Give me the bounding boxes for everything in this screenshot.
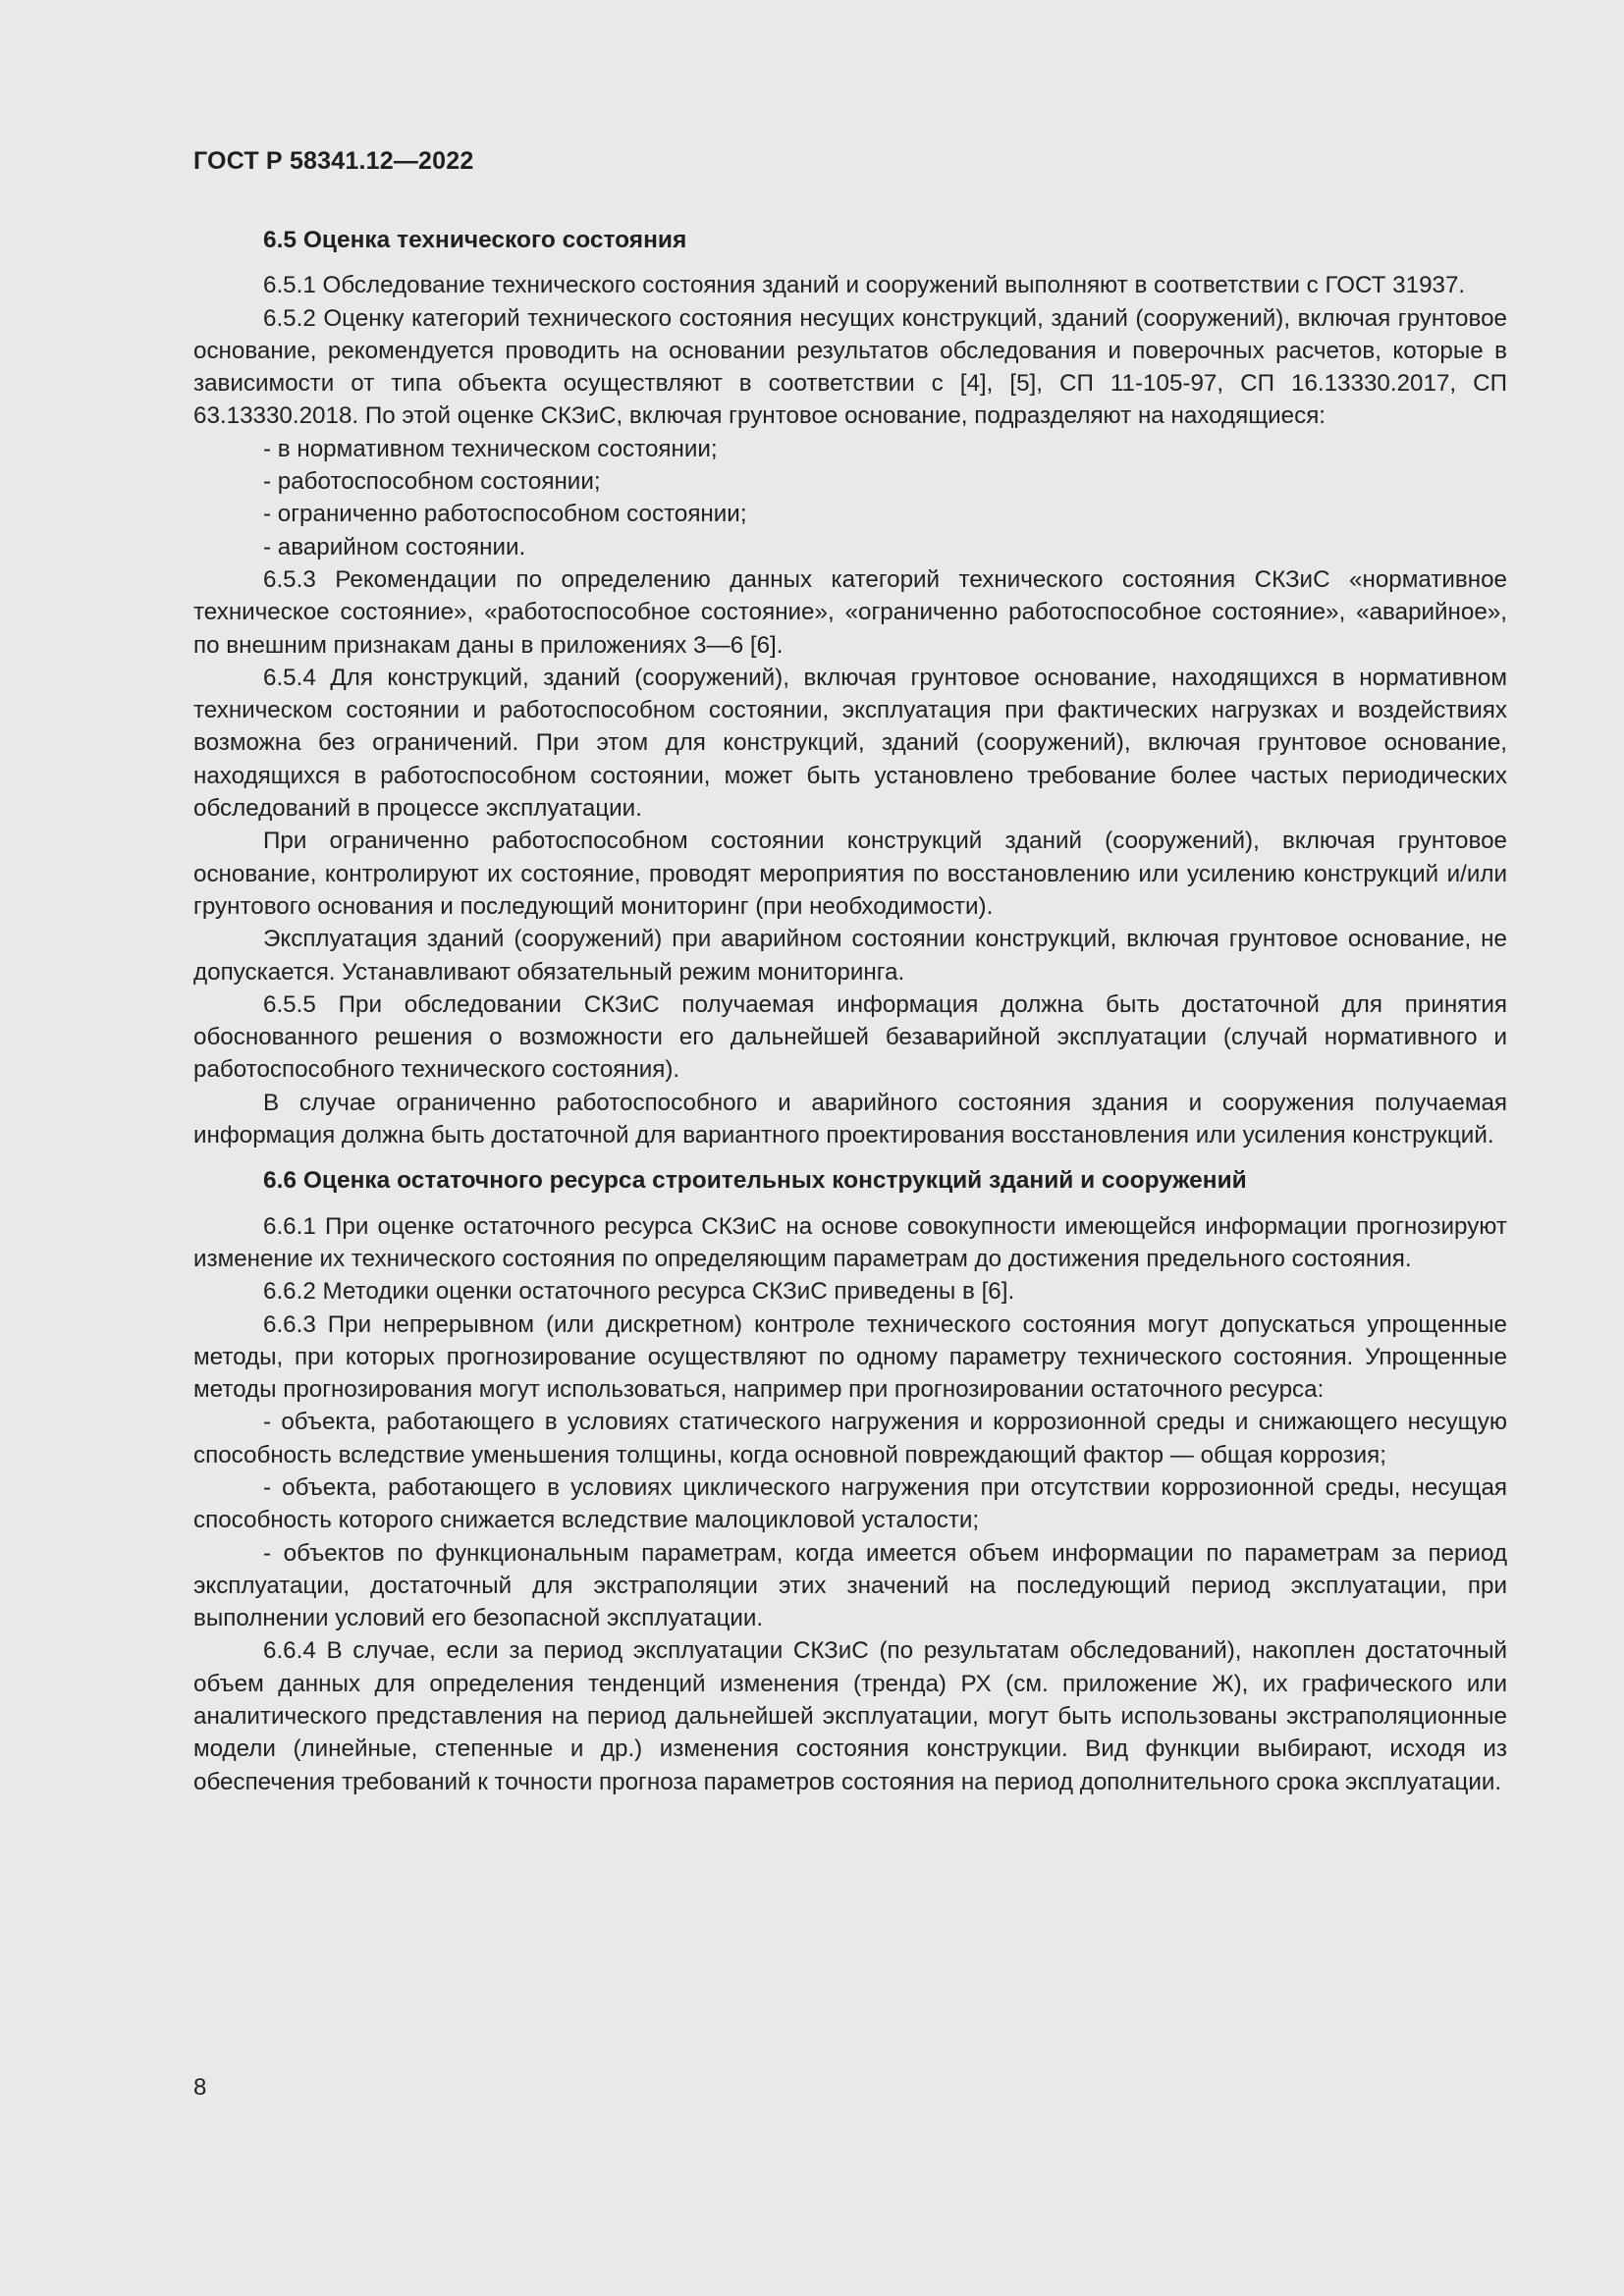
paragraph-6-5-3: 6.5.3 Рекомендации по определению данных категорий технического состояния СКЗиС «нормативное техническое состояние», «работоспособное состояние», «ограниченно работоспособное состояние», «аварийное», по внешним признакам даны в приложениях 3—6 [6]. [193, 565, 1507, 659]
standard-code-header: ГОСТ Р 58341.12—2022 [193, 147, 474, 175]
list-item-object: - объекта, работающего в условиях статического нагружения и коррозионной среды и снижающего несущую способность вследствие уменьшения толщины, когда основной повреждающий фактор — общая коррозия; [193, 1409, 1507, 1468]
list-item-state: - ограниченно работоспособном состоянии; [263, 501, 747, 528]
list-item-object: - объектов по функциональным параметрам, когда имеется объем информации по параметрам за период эксплуатации, достаточный для экстраполяции этих значений на последующий период эксплуатации, при выполнении условий его безопасной эксплуатации. [193, 1539, 1507, 1632]
paragraph-6-5-4: 6.5.4 Для конструкций, зданий (сооружений), включая грунтовое основание, находящихся в нормативном техническом состоянии и работоспособном состоянии, эксплуатация при фактических нагрузках и воздействиях возможна без ограничений. При этом для конструкций, зданий (сооружений), включая грунтовое основание, находящихся в работоспособном состоянии, может быть установлено требование более частых периодических обследований в процессе эксплуатации. [193, 664, 1507, 823]
paragraph-6-5-5: 6.5.5 При обследовании СКЗиС получаемая информация должна быть достаточной для принятия обоснованного решения о возможности его дальнейшей безаварийной эксплуатации (случай нормативного и работоспособного технического состояния). [193, 990, 1507, 1084]
paragraph-6-5-1: 6.5.1 Обследование технического состояния зданий и сооружений выполняют в соответствии с ГОСТ 31937. [263, 272, 1466, 299]
list-item-object: - объекта, работающего в условиях циклического нагружения при отсутствии коррозионной среды, несущая способность которого снижается вследствие малоцикловой усталости; [193, 1473, 1507, 1534]
paragraph-6-6-2: 6.6.2 Методики оценки остаточного ресурса СКЗиС приведены в [6]. [263, 1278, 1015, 1306]
paragraph-6-5-2: 6.5.2 Оценку категорий технического состояния несущих конструкций, зданий (сооружений), включая грунтовое основание, рекомендуется проводить на основании результатов обследования и поверочных расчетов, которые в зависимости от типа объекта осуществляют в соответствии с [4], [5], СП 11-105-97, СП 16.13330.2017, СП 63.13330.2018. По этой оценке СКЗиС, включая грунтовое основание, подразделяют на находящиеся: [193, 304, 1507, 430]
paragraph-6-6-3: 6.6.3 При непрерывном (или дискретном) контроле технического состояния могут допускаться упрощенные методы, при которых прогнозирование осуществляют по одному параметру технического состояния. Упрощенные методы прогнозирования могут использоваться, например при прогнозировании остаточного ресурса: [193, 1310, 1507, 1404]
list-item-state: - аварийном состоянии. [263, 533, 526, 561]
page-number: 8 [193, 2074, 207, 2101]
paragraph-limited-state: При ограниченно работоспособном состоянии конструкций зданий (сооружений), включая грунтовое основание, контролируют их состояние, проводят мероприятия по восстановлению или усилению конструкций и/или грунтового основания и последующий мониторинг (при необходимости). [193, 828, 1507, 920]
section-6-5-heading: 6.5 Оценка технического состояния [263, 227, 687, 253]
list-item-state: - в нормативном техническом состоянии; [263, 435, 718, 462]
paragraph-emergency-state: Эксплуатация зданий (сооружений) при аварийном состоянии конструкций, включая грунтовое основание, не допускается. Устанавливают обязательный режим мониторинга. [193, 926, 1507, 986]
paragraph-6-6-4: 6.6.4 В случае, если за период эксплуатации СКЗиС (по результатам обследований), накоплен достаточный объем данных для определения тенденций изменения (тренда) РХ (см. приложение Ж), их графического или аналитического представления на период дальнейшей эксплуатации, могут быть использованы экстраполяционные модели (линейные, степенные и др.) изменения состояния конструкции. Вид функции выбирают, исходя из обеспечения требований к точности прогноза параметров состояния на период дополнительного срока эксплуатации. [193, 1637, 1507, 1795]
paragraph-6-6-1: 6.6.1 При оценке остаточного ресурса СКЗиС на основе совокупности имеющейся информации прогнозируют изменение их технического состояния по определяющим параметрам до достижения предельного состояния. [193, 1212, 1507, 1272]
section-6-6-heading: 6.6 Оценка остаточного ресурса строительных конструкций зданий и сооружений [263, 1167, 1247, 1195]
page-content [193, 224, 1507, 1798]
list-item-state: - работоспособном состоянии; [263, 468, 601, 496]
paragraph-limited-info: В случае ограниченно работоспособного и аварийного состояния здания и сооружения получаемая информация должна быть достаточной для вариантного проектирования восстановления или усиления конструкций. [193, 1089, 1507, 1149]
